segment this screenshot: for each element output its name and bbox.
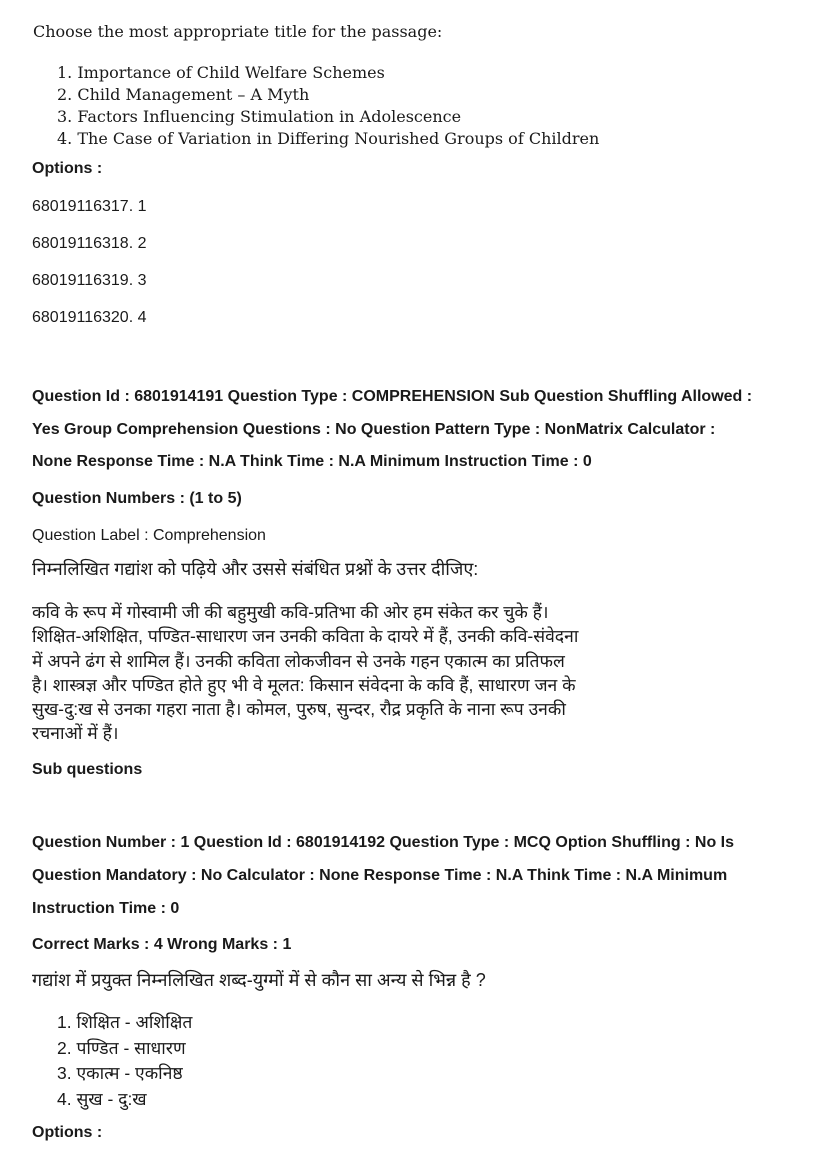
q1-meta-line-3: Instruction Time : 0: [32, 900, 180, 917]
q1-meta-line-1: Question Number : 1 Question Id : 6801914192 Question Type : MCQ Option Shuffling : No Is: [32, 834, 735, 851]
passage-line: रचनाओं में हैं।: [32, 723, 119, 744]
passage-line: शिक्षित-अशिक्षित, पण्डित-साधारण जन उनकी कविता के दायरे में हैं, उनकी कवि-संवेदना: [32, 626, 579, 647]
passage-title-prompt: Choose the most appropriate title for the passage:: [33, 22, 443, 41]
option-id-1: 68019116317. 1: [32, 198, 147, 215]
q1-options-heading: Options :: [32, 1124, 103, 1141]
comprehension-meta-line-1: Question Id : 6801914191 Question Type : COMPREHENSION Sub Question Shuffling Allowed :: [32, 388, 753, 405]
passage-line: में अपने ढंग से शामिल हैं। उनकी कविता लोकजीवन से उनके गहन एकात्म का प्रतिफल: [32, 650, 565, 671]
q1-marks: Correct Marks : 4 Wrong Marks : 1: [32, 936, 292, 953]
title-choice-2: 2. Child Management – A Myth: [57, 85, 310, 104]
title-choice-1: 1. Importance of Child Welfare Schemes: [57, 63, 385, 82]
question-numbers: Question Numbers : (1 to 5): [32, 490, 242, 507]
q1-choice-2: 2. पण्डित - साधारण: [57, 1037, 186, 1058]
option-id-4: 68019116320. 4: [32, 309, 147, 326]
passage-line: है। शास्त्रज्ञ और पण्डित होते हुए भी वे मूलत: किसान संवेदना के कवि हैं, साधारण जन के: [32, 674, 576, 695]
passage-line: सुख-दु:ख से उनका गहरा नाता है। कोमल, पुरुष, सुन्दर, रौद्र प्रकृति के नाना रूप उनकी: [32, 699, 566, 720]
title-choice-list: [57, 62, 599, 150]
q1-text: गद्यांश में प्रयुक्त निम्नलिखित शब्द-युग्मों में से कौन सा अन्य से भिन्न है ?: [32, 970, 486, 990]
option-id-3: 68019116319. 3: [32, 272, 147, 289]
q1-choice-1: 1. शिक्षित - अशिक्षित: [57, 1012, 193, 1032]
hindi-passage: [32, 600, 642, 746]
q1-choice-3: 3. एकात्म - एकनिष्ठ: [57, 1063, 183, 1083]
q1-choice-list: [57, 1010, 192, 1112]
title-choice-4: 4. The Case of Variation in Differing Nourished Groups of Children: [57, 129, 600, 148]
sub-questions-heading: Sub questions: [32, 761, 143, 778]
option-id-2: 68019116318. 2: [32, 235, 147, 252]
passage-line: कवि के रूप में गोस्वामी जी की बहुमुखी कवि-प्रतिभा की ओर हम संकेत कर चुके हैं।: [32, 602, 549, 622]
comprehension-meta-line-2: Yes Group Comprehension Questions : No Question Pattern Type : NonMatrix Calculator :: [32, 421, 716, 438]
question-label: Question Label : Comprehension: [32, 527, 266, 544]
comprehension-meta-line-3: None Response Time : N.A Think Time : N.A Minimum Instruction Time : 0: [32, 453, 592, 470]
options-heading: Options :: [32, 160, 103, 177]
q1-meta-line-2: Question Mandatory : No Calculator : None Response Time : N.A Think Time : N.A Minimum: [32, 867, 728, 884]
q1-choice-4: 4. सुख - दु:ख: [57, 1088, 147, 1109]
passage-instruction: निम्नलिखित गद्यांश को पढ़िये और उससे संबंधित प्रश्नों के उत्तर दीजिए:: [32, 559, 479, 579]
title-choice-3: 3. Factors Influencing Stimulation in Adolescence: [57, 107, 462, 126]
